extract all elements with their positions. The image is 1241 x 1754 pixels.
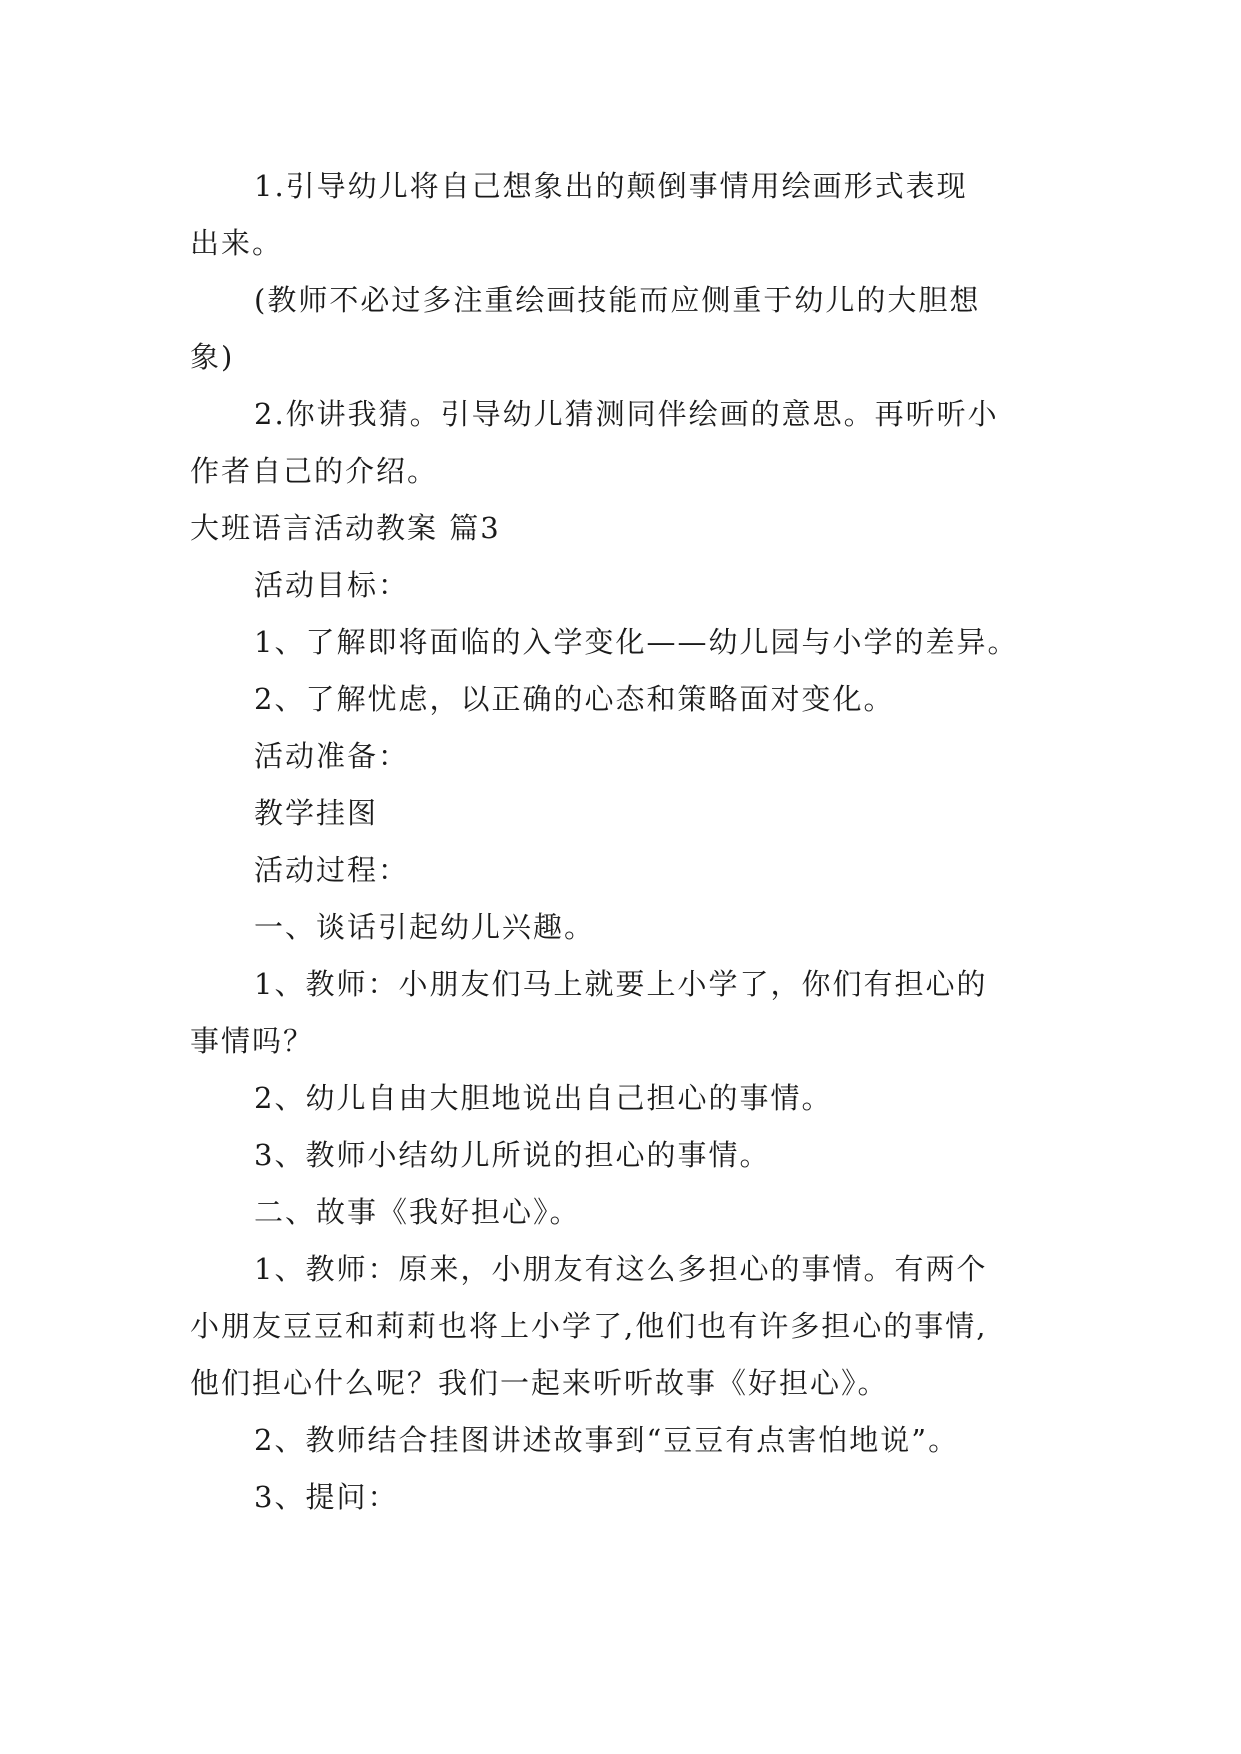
paragraph-draw-reversed: [190, 158, 1050, 272]
section-heading: [190, 500, 1050, 557]
text-line: 2.你讲我猜。引导幼儿猜测同伴绘画的意思。再听听小: [254, 397, 999, 431]
text-line: 教学挂图: [254, 796, 379, 830]
paragraph-teacher-note: [190, 272, 1050, 386]
paragraph-preparation-label: [190, 728, 1050, 785]
text-line: 2、教师结合挂图讲述故事到“豆豆有点害怕地说”。: [254, 1423, 960, 1457]
text-line: 2、幼儿自由大胆地说出自己担心的事情。: [254, 1081, 833, 1115]
text-line: 活动目标：: [254, 568, 410, 602]
paragraph-step-two: [190, 1184, 1050, 1241]
text-line: (教师不必过多注重绘画技能而应侧重于幼儿的大胆想: [254, 283, 981, 317]
text-line: 二、故事《我好担心》。: [254, 1195, 581, 1229]
paragraph-objective-1: [190, 614, 1050, 671]
text-line: 1、教师：小朋友们马上就要上小学了，你们有担心的: [254, 967, 988, 1001]
text-line: 2、了解忧虑，以正确的心态和策略面对变化。: [254, 682, 895, 716]
text-line: 出来。: [190, 226, 284, 260]
text-line: 活动过程：: [254, 853, 410, 887]
paragraph-guess-game: [190, 386, 1050, 500]
paragraph-step-two-1: [190, 1241, 1050, 1412]
paragraph-step-one-2: [190, 1070, 1050, 1127]
text-line: 1.引导幼儿将自己想象出的颠倒事情用绘画形式表现: [254, 169, 968, 203]
paragraph-step-one: [190, 899, 1050, 956]
text-line: 事情吗？: [190, 1024, 315, 1058]
document-body: [190, 158, 1050, 1526]
paragraph-process-label: [190, 842, 1050, 899]
paragraph-step-two-2: [190, 1412, 1050, 1469]
text-line: 一、谈话引起幼儿兴趣。: [254, 910, 596, 944]
paragraph-objective-2: [190, 671, 1050, 728]
paragraph-preparation: [190, 785, 1050, 842]
text-line: 作者自己的介绍。: [190, 454, 439, 488]
text-line: 3、教师小结幼儿所说的担心的事情。: [254, 1138, 771, 1172]
text-line: 活动准备：: [254, 739, 410, 773]
text-line: 他们担心什么呢？我们一起来听听故事《好担心》。: [190, 1366, 889, 1400]
text-line: 3、提问：: [254, 1480, 399, 1514]
text-line: 1、教师：原来，小朋友有这么多担心的事情。有两个: [254, 1252, 988, 1286]
text-line: 象): [190, 340, 235, 374]
paragraph-objectives-label: [190, 557, 1050, 614]
section-title: 大班语言活动教案 篇3: [190, 511, 501, 545]
paragraph-step-two-3: [190, 1469, 1050, 1526]
paragraph-step-one-1: [190, 956, 1050, 1070]
text-line: 小朋友豆豆和莉莉也将上小学了,他们也有许多担心的事情,: [190, 1309, 988, 1343]
text-line: 1、了解即将面临的入学变化——幼儿园与小学的差异。: [254, 625, 1019, 659]
paragraph-step-one-3: [190, 1127, 1050, 1184]
